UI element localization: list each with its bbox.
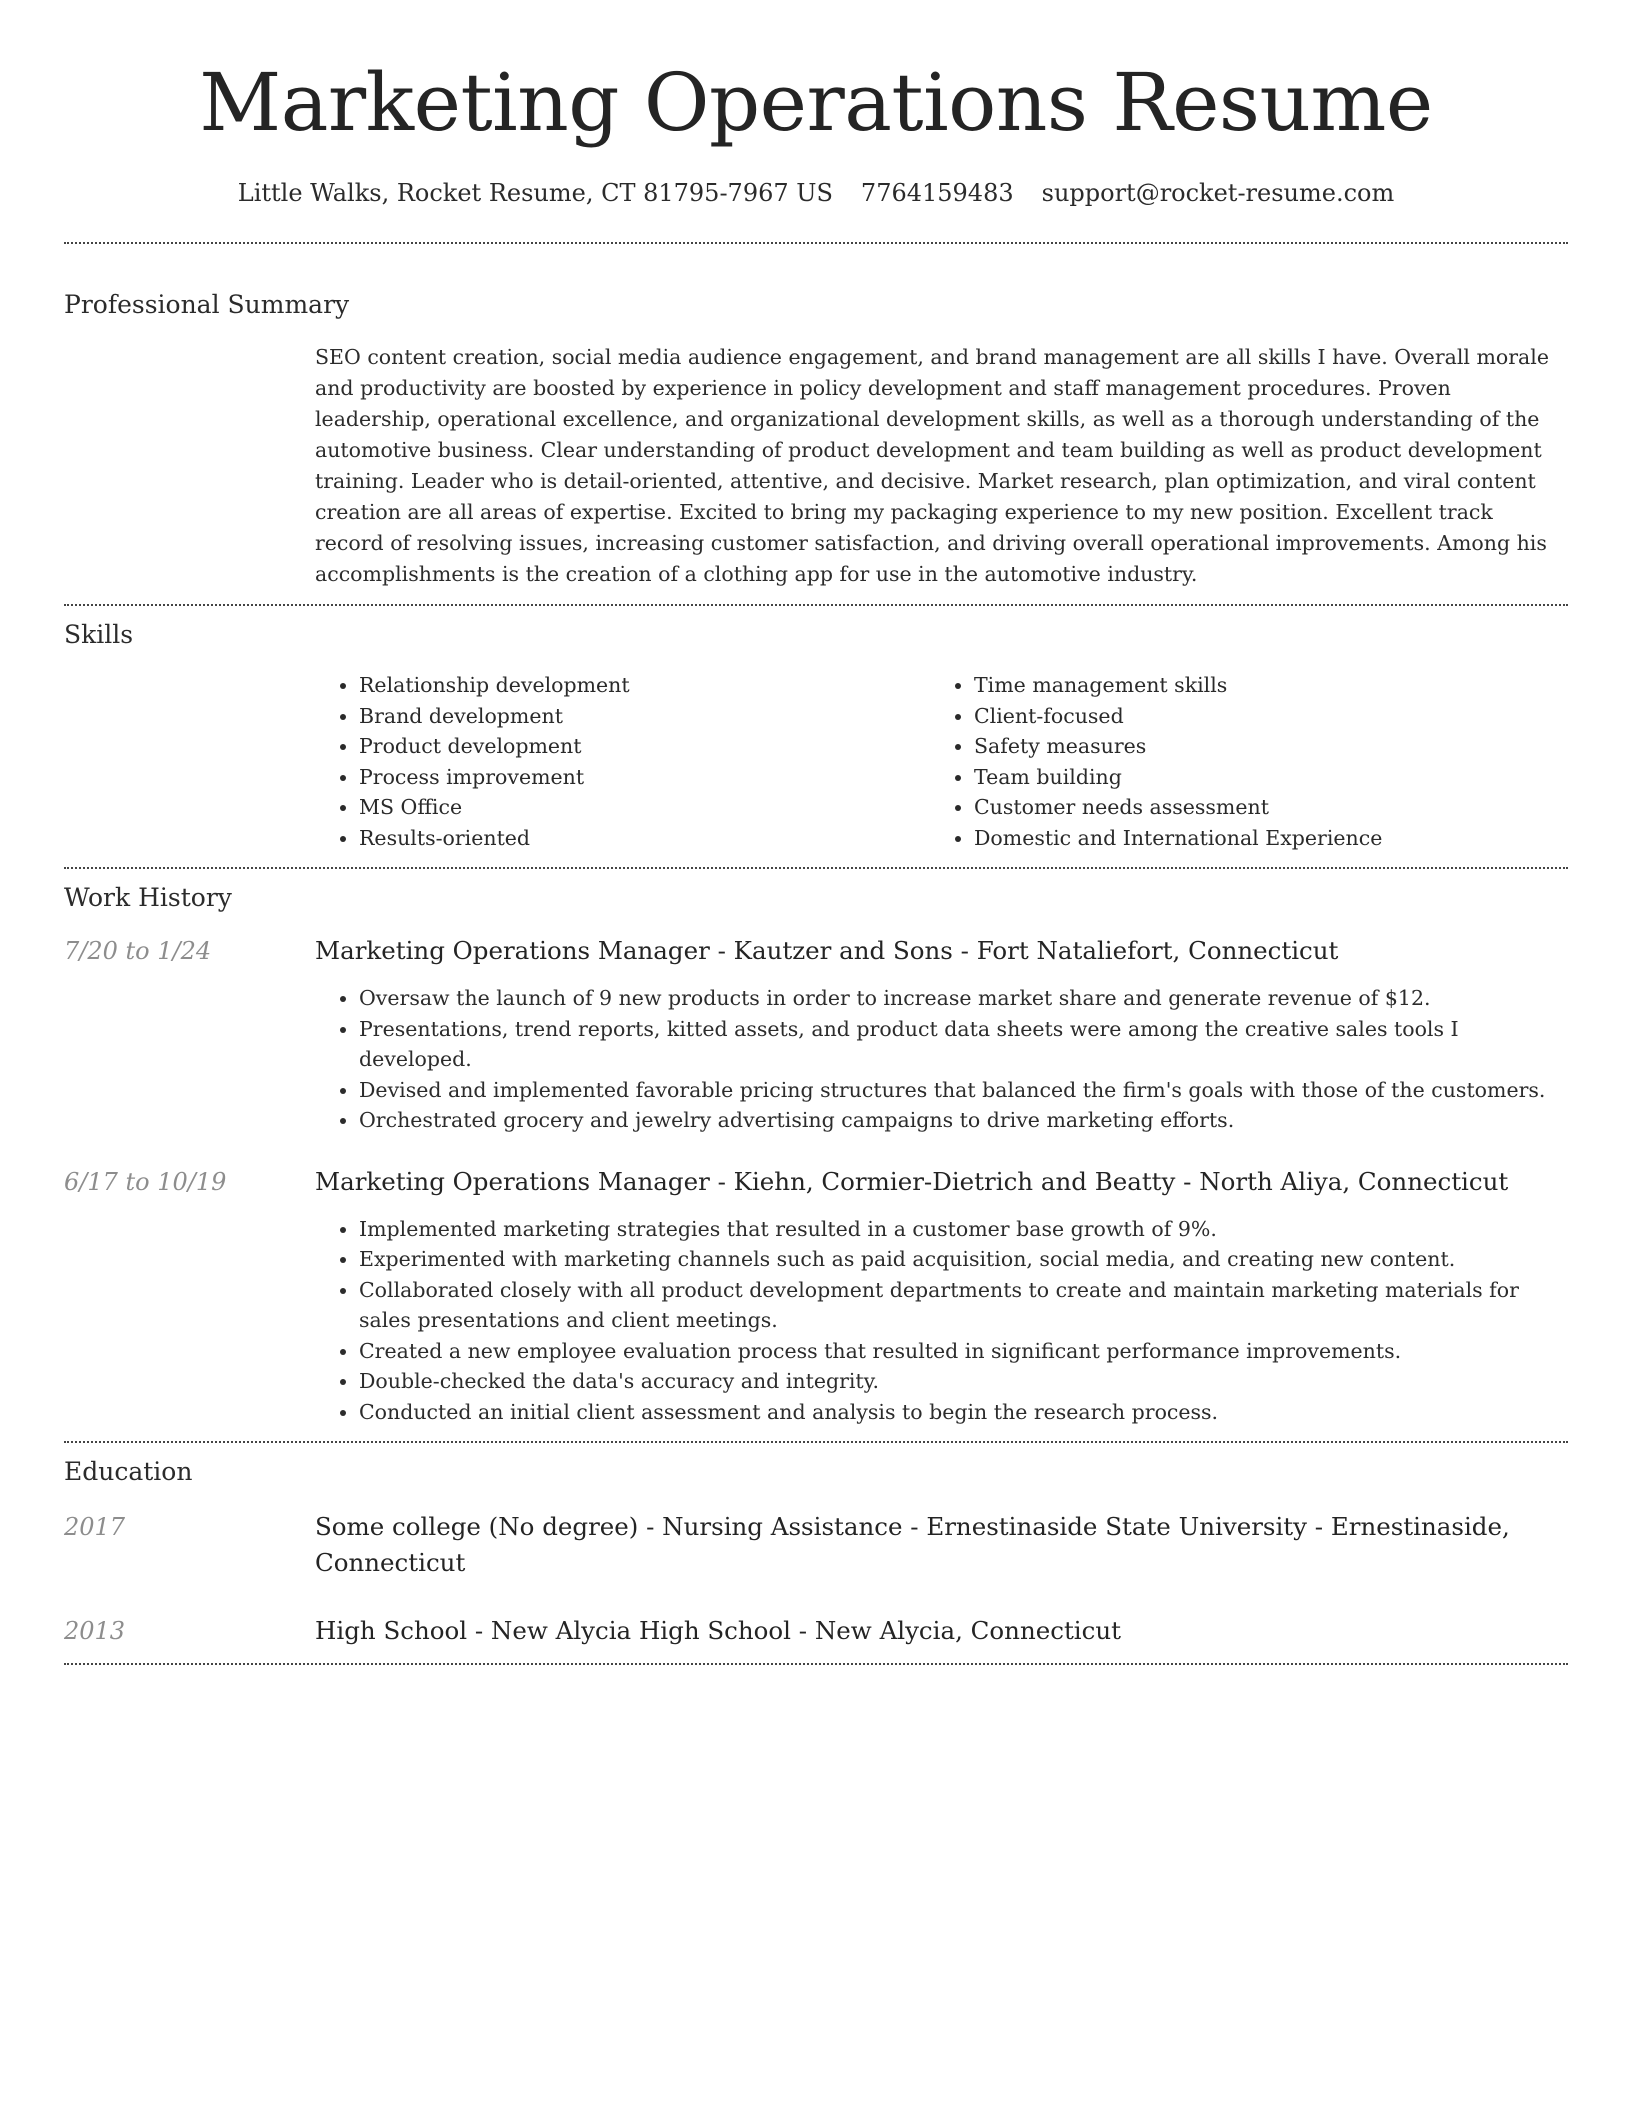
- summary-text: SEO content creation, social media audience engagement, and brand management are all skills I have. Overall morale and productivity are boosted by experience in policy development and staff management procedures. Proven leadership, operational excellence, and organizational development skills, as well as a thorough understanding of the automotive business. Clear understanding of product development and team building as well as product development training. Leader who is detail-oriented, attentive, and decisive. Market research, plan optimization, and viral content creation are all areas of expertise. Excited to bring my packaging experience to my new position. Excellent track record of resolving issues, increasing customer satisfaction, and driving overall operational improvements. Among his accomplishments is the creation of a clothing app for use in the automotive industry.: [315, 345, 1549, 586]
- skills-list: [315, 670, 1568, 853]
- education-heading-text: Some college (No degree) - Nursing Assistance - Ernestinaside State University - Ernestinaside, Connecticut: [315, 1512, 1510, 1577]
- section-divider: [64, 1663, 1568, 1665]
- skill-item: • Customer needs assessment: [974, 792, 1545, 823]
- job-bullet: • Implemented marketing strategies that resulted in a customer base growth of 9%.: [359, 1214, 1568, 1245]
- section-divider: [64, 1441, 1568, 1443]
- job-bullet: • Orchestrated grocery and jewelry advertising campaigns to drive marketing efforts.: [359, 1105, 1568, 1136]
- section-divider: [64, 867, 1568, 869]
- skills-column-left: [315, 670, 930, 853]
- education-body: [315, 1509, 1568, 1581]
- skills-heading: Skills: [64, 620, 134, 649]
- job-bullet: • Created a new employee evaluation process that resulted in significant performance improvements.: [359, 1336, 1568, 1367]
- resume-title: Marketing Operations Resume: [199, 56, 1433, 149]
- section-divider: [64, 242, 1568, 244]
- job-heading: Marketing Operations Manager - Kiehn, Cormier-Dietrich and Beatty - North Aliya, Connecticut: [315, 1166, 1509, 1196]
- skill-item: • Client-focused: [974, 701, 1545, 732]
- job-body: [315, 1164, 1568, 1428]
- job-bullet: • Devised and implemented favorable pricing structures that balanced the firm's goals with those of the customers.: [359, 1075, 1568, 1106]
- education-body: [315, 1613, 1568, 1649]
- section-divider: [64, 604, 1568, 606]
- job-bullet: • Presentations, trend reports, kitted assets, and product data sheets were among the creative sales tools I developed.: [359, 1014, 1568, 1075]
- education-year: 2017: [64, 1513, 126, 1541]
- skill-item: • Team building: [974, 762, 1545, 793]
- summary-heading: Professional Summary: [64, 290, 350, 319]
- job-dates: 6/17 to 10/19: [64, 1167, 227, 1196]
- skill-item: • Process improvement: [359, 762, 930, 793]
- skill-item: • Product development: [359, 731, 930, 762]
- skill-item: • MS Office: [359, 792, 930, 823]
- skill-item: • Safety measures: [974, 731, 1545, 762]
- skill-item: • Results-oriented: [359, 823, 930, 854]
- job-bullet: • Collaborated closely with all product development departments to create and maintain marketing materials for sales presentations and client meetings.: [359, 1275, 1568, 1336]
- education-entry: [64, 1509, 1568, 1581]
- job-bullet: • Double-checked the data's accuracy and integrity.: [359, 1366, 1568, 1397]
- job-entry: [64, 933, 1568, 1136]
- education-heading: Education: [64, 1457, 193, 1486]
- job-bullets: [315, 1214, 1568, 1428]
- skill-item: • Time management skills: [974, 670, 1545, 701]
- job-entry: [64, 1164, 1568, 1428]
- work-history-heading: Work History: [64, 883, 232, 912]
- skill-item: • Relationship development: [359, 670, 930, 701]
- contact-line: [64, 176, 1568, 210]
- job-bullet: • Oversaw the launch of 9 new products in order to increase market share and generate revenue of $12.: [359, 983, 1568, 1014]
- skills-column-right: [930, 670, 1545, 853]
- job-bullet: • Experimented with marketing channels such as paid acquisition, social media, and creating new content.: [359, 1244, 1568, 1275]
- job-heading: Marketing Operations Manager - Kautzer and Sons - Fort Nataliefort, Connecticut: [315, 936, 1339, 965]
- contact-email: support@rocket-resume.com: [1041, 179, 1395, 207]
- skill-item: • Domestic and International Experience: [974, 823, 1545, 854]
- job-dates: 7/20 to 1/24: [64, 937, 212, 965]
- resume-header: [64, 0, 1568, 210]
- job-bullet: • Conducted an initial client assessment and analysis to begin the research process.: [359, 1397, 1568, 1428]
- education-heading-text: High School - New Alycia High School - New Alycia, Connecticut: [315, 1616, 1121, 1645]
- job-bullets: [315, 983, 1568, 1136]
- contact-phone: 7764159483: [860, 179, 1014, 207]
- contact-address: Little Walks, Rocket Resume, CT 81795-7967 US: [237, 179, 833, 207]
- education-year: 2013: [64, 1617, 126, 1645]
- education-entry: [64, 1613, 1568, 1649]
- skill-item: • Brand development: [359, 701, 930, 732]
- job-body: [315, 933, 1568, 1136]
